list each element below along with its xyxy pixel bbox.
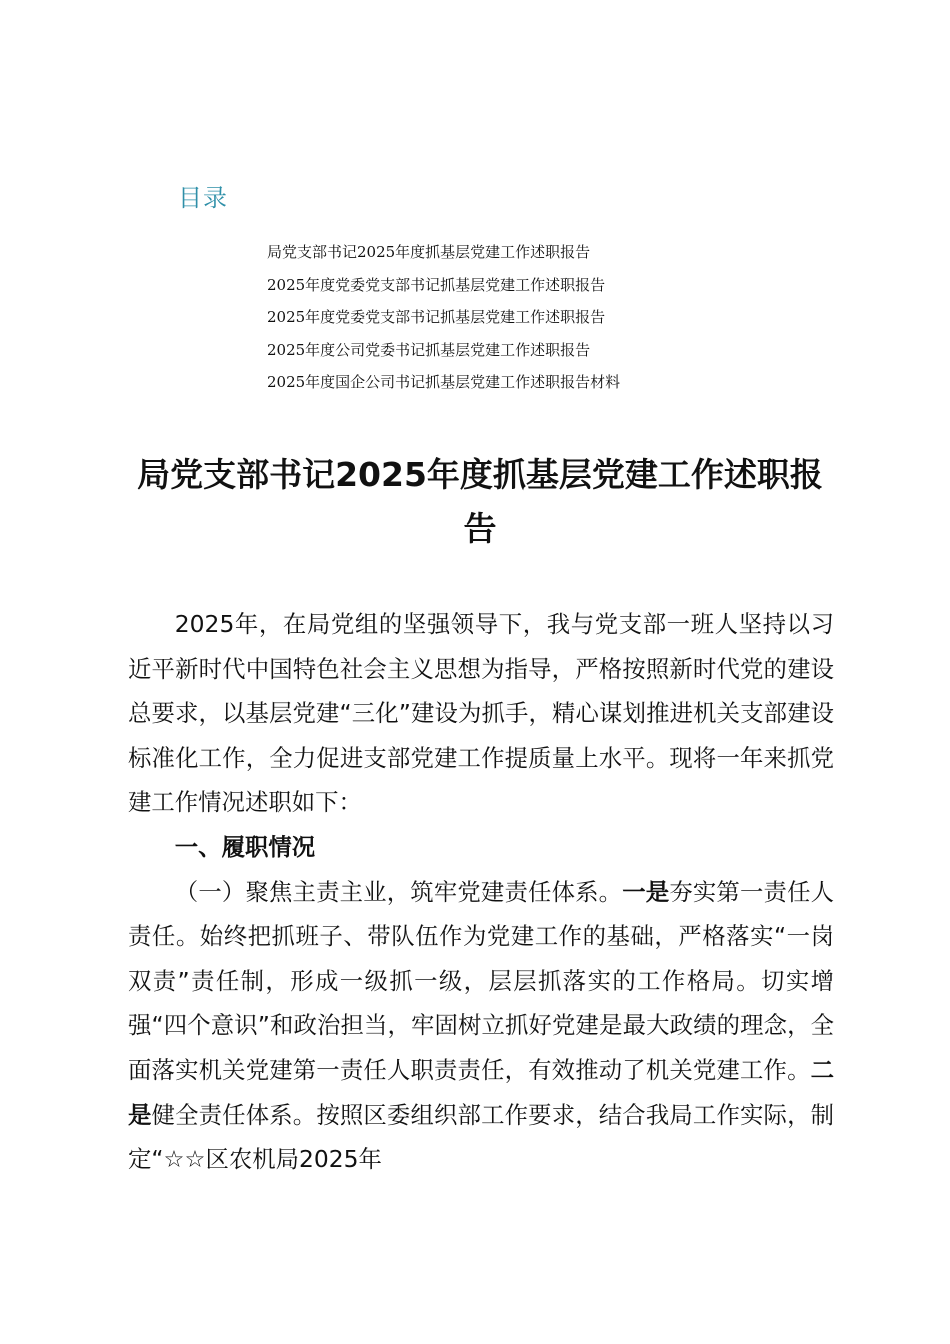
toc-list (267, 236, 620, 399)
subsection-lead: （一）聚焦主责主业，筑牢党建责任体系。 (174, 877, 623, 906)
point-label: 一是 (622, 877, 670, 906)
body-paragraph (128, 870, 834, 1182)
toc-item[interactable]: 2025年度国企公司书记抓基层党建工作述职报告材料 (267, 373, 621, 392)
section-heading: 一、履职情况 (174, 832, 316, 861)
toc-heading: 目录 (178, 184, 228, 212)
point-text: 夯实第一责任人责任。始终把抓班子、带队伍作为党建工作的基础，严格落实“一岗双责”责任制，形成一级抓一级，层层抓落实的工作格局。切实增强“四个意识”和政治担当，牢固树立抓好党建是最大政绩的理念，全面落实机关党建第一责任人职责责任，有效推动了机关党建工作。 (128, 877, 835, 1084)
point-text: 健全责任体系。按照区委组织部工作要求，结合我局工作实际，制定“☆☆区农机局2025年 (128, 1100, 835, 1174)
toc-item[interactable]: 2025年度党委党支部书记抓基层党建工作述职报告 (267, 308, 606, 327)
document-title: 局党支部书记2025年度抓基层党建工作述职报告 (137, 455, 823, 548)
point-label: 二是 (128, 1055, 834, 1129)
document-body (128, 602, 834, 1182)
toc-item[interactable]: 2025年度党委党支部书记抓基层党建工作述职报告 (267, 275, 606, 294)
intro-paragraph: 2025年，在局党组的坚强领导下，我与党支部一班人坚持以习近平新时代中国特色社会主义思想为指导，严格按照新时代党的建设总要求，以基层党建“三化”建设为抓手，精心谋划推进机关支部建设标准化工作，全力促进支部党建工作提质量上水平。现将一年来抓党建工作情况述职如下： (128, 610, 834, 817)
toc-item[interactable]: 2025年度公司党委书记抓基层党建工作述职报告 (267, 340, 591, 359)
toc-item[interactable]: 局党支部书记2025年度抓基层党建工作述职报告 (267, 243, 591, 261)
